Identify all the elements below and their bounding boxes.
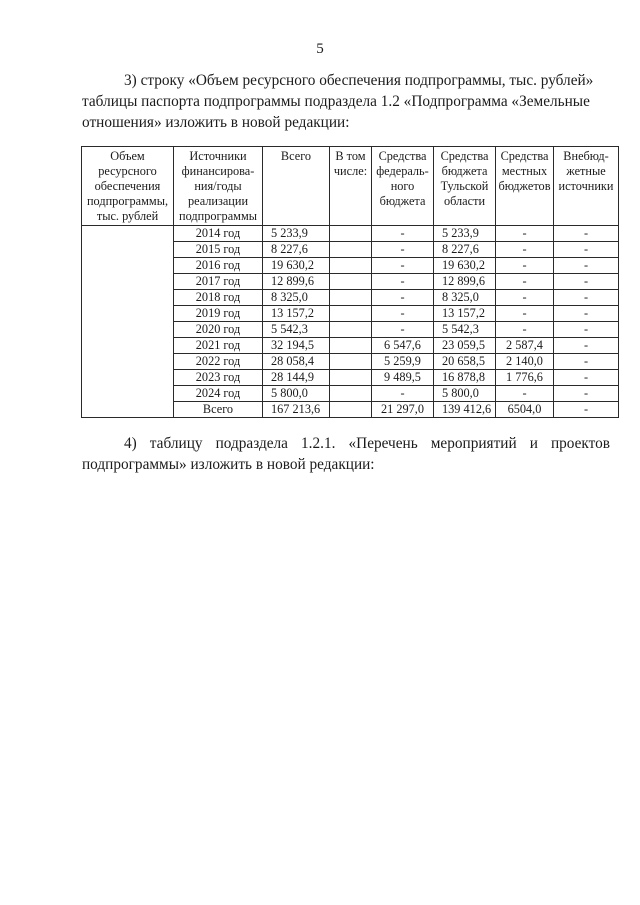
cell-federal: 6 547,6 xyxy=(372,338,434,354)
paragraph-line: таблицы паспорта подпрограммы подраздела 1.2 «Подпрограмма «Земельные xyxy=(82,93,590,110)
cell-local: 2 140,0 xyxy=(496,354,554,370)
cell-year: Всего xyxy=(174,402,263,418)
cell-regional: 12 899,6 xyxy=(434,274,496,290)
cell-year: 2014 год xyxy=(174,226,263,242)
header-line: Средства xyxy=(500,149,549,163)
header-line: источники xyxy=(558,179,614,193)
cell-year: 2015 год xyxy=(174,242,263,258)
cell-regional: 19 630,2 xyxy=(434,258,496,274)
header-line: местных xyxy=(501,164,548,178)
table-row xyxy=(82,226,619,242)
cell-extrabudgetary: - xyxy=(554,306,619,322)
cell-including xyxy=(330,258,372,274)
cell-total: 167 213,6 xyxy=(263,402,330,418)
cell-regional: 23 059,5 xyxy=(434,338,496,354)
paragraph-line: 3) строку «Объем ресурсного обеспечения подпрограммы, тыс. рублей» xyxy=(124,72,594,89)
header-line: подпрограммы, xyxy=(86,194,169,208)
cell-local: - xyxy=(496,226,554,242)
header-line: бюджета xyxy=(379,194,426,208)
header-line: федераль- xyxy=(376,164,429,178)
cell-local: 1 776,6 xyxy=(496,370,554,386)
header-line: области xyxy=(443,194,486,208)
cell-including xyxy=(330,386,372,402)
cell-local: - xyxy=(496,242,554,258)
cell-year: 2019 год xyxy=(174,306,263,322)
cell-including xyxy=(330,306,372,322)
cell-regional: 8 325,0 xyxy=(434,290,496,306)
page-number: 5 xyxy=(316,41,324,57)
paragraph-line: отношения» изложить в новой редакции: xyxy=(82,114,350,131)
cell-year: 2022 год xyxy=(174,354,263,370)
header-line: бюджетов xyxy=(498,179,551,193)
cell-federal: 5 259,9 xyxy=(372,354,434,370)
cell-including xyxy=(330,226,372,242)
cell-year: 2024 год xyxy=(174,386,263,402)
cell-total: 28 058,4 xyxy=(263,354,330,370)
cell-extrabudgetary: - xyxy=(554,226,619,242)
cell-regional: 139 412,6 xyxy=(434,402,496,418)
paragraph-amendment-4 xyxy=(82,433,610,475)
cell-extrabudgetary: - xyxy=(554,386,619,402)
cell-total: 8 325,0 xyxy=(263,290,330,306)
header-line: ресурсного xyxy=(98,164,157,178)
header-line: Средства xyxy=(378,149,427,163)
cell-regional: 5 800,0 xyxy=(434,386,496,402)
cell-including xyxy=(330,354,372,370)
cell-local: - xyxy=(496,306,554,322)
cell-including xyxy=(330,274,372,290)
cell-regional: 16 878,8 xyxy=(434,370,496,386)
header-line: жетные xyxy=(566,164,606,178)
cell-year: 2016 год xyxy=(174,258,263,274)
header-line: ного xyxy=(390,179,415,193)
header-federal-budget xyxy=(372,147,434,226)
cell-regional: 8 227,6 xyxy=(434,242,496,258)
header-line: Средства xyxy=(440,149,489,163)
header-line: Внебюд- xyxy=(563,149,609,163)
cell-local: - xyxy=(496,386,554,402)
cell-local: 6504,0 xyxy=(496,402,554,418)
cell-federal: - xyxy=(372,258,434,274)
paragraph-line: подпрограммы» изложить в новой редакции: xyxy=(82,456,375,473)
cell-extrabudgetary: - xyxy=(554,402,619,418)
header-sources xyxy=(174,147,263,226)
header-local-budgets xyxy=(496,147,554,226)
cell-federal: - xyxy=(372,226,434,242)
resource-table xyxy=(81,146,619,418)
cell-year: 2023 год xyxy=(174,370,263,386)
cell-local: - xyxy=(496,322,554,338)
cell-federal: - xyxy=(372,274,434,290)
cell-total: 8 227,6 xyxy=(263,242,330,258)
cell-federal: - xyxy=(372,290,434,306)
cell-extrabudgetary: - xyxy=(554,322,619,338)
cell-extrabudgetary: - xyxy=(554,242,619,258)
header-line: числе: xyxy=(333,164,368,178)
header-line: подпрограммы xyxy=(179,209,257,223)
cell-regional: 5 233,9 xyxy=(434,226,496,242)
header-line: В том xyxy=(335,149,366,163)
cell-local: - xyxy=(496,258,554,274)
cell-including xyxy=(330,242,372,258)
header-line: Всего xyxy=(280,149,312,163)
header-line: реализации xyxy=(187,194,249,208)
cell-federal: 21 297,0 xyxy=(372,402,434,418)
header-line: бюджета xyxy=(441,164,488,178)
cell-including xyxy=(330,290,372,306)
cell-regional: 13 157,2 xyxy=(434,306,496,322)
table-header-row xyxy=(82,147,619,226)
header-line: ния/годы xyxy=(194,179,242,193)
header-line: обеспечения xyxy=(94,179,161,193)
cell-extrabudgetary: - xyxy=(554,274,619,290)
cell-total: 13 157,2 xyxy=(263,306,330,322)
cell-total: 5 800,0 xyxy=(263,386,330,402)
cell-local: 2 587,4 xyxy=(496,338,554,354)
cell-including xyxy=(330,322,372,338)
cell-federal: 9 489,5 xyxy=(372,370,434,386)
cell-total: 32 194,5 xyxy=(263,338,330,354)
cell-year: 2020 год xyxy=(174,322,263,338)
cell-federal: - xyxy=(372,242,434,258)
cell-year: 2018 год xyxy=(174,290,263,306)
resource-volume-cell xyxy=(82,226,174,418)
header-resource-volume xyxy=(82,147,174,226)
cell-federal: - xyxy=(372,386,434,402)
cell-total: 5 542,3 xyxy=(263,322,330,338)
cell-federal: - xyxy=(372,322,434,338)
paragraph-amendment-3 xyxy=(82,70,610,133)
header-including xyxy=(330,147,372,226)
header-line: Объем xyxy=(110,149,145,163)
header-line: Источники xyxy=(189,149,247,163)
cell-regional: 20 658,5 xyxy=(434,354,496,370)
header-line: финансирова- xyxy=(181,164,255,178)
cell-regional: 5 542,3 xyxy=(434,322,496,338)
cell-federal: - xyxy=(372,306,434,322)
paragraph-line: 4) таблицу подраздела 1.2.1. «Перечень мероприятий и проектов xyxy=(124,435,610,452)
header-line: тыс. рублей xyxy=(96,209,159,223)
header-extrabudgetary xyxy=(554,147,619,226)
cell-total: 19 630,2 xyxy=(263,258,330,274)
cell-including xyxy=(330,402,372,418)
header-regional-budget xyxy=(434,147,496,226)
cell-extrabudgetary: - xyxy=(554,338,619,354)
cell-extrabudgetary: - xyxy=(554,370,619,386)
cell-local: - xyxy=(496,274,554,290)
cell-extrabudgetary: - xyxy=(554,258,619,274)
cell-extrabudgetary: - xyxy=(554,290,619,306)
cell-including xyxy=(330,370,372,386)
cell-year: 2017 год xyxy=(174,274,263,290)
cell-including xyxy=(330,338,372,354)
cell-total: 12 899,6 xyxy=(263,274,330,290)
cell-local: - xyxy=(496,290,554,306)
cell-total: 28 144,9 xyxy=(263,370,330,386)
cell-extrabudgetary: - xyxy=(554,354,619,370)
header-line: Тульской xyxy=(440,179,489,193)
cell-year: 2021 год xyxy=(174,338,263,354)
header-total xyxy=(263,147,330,226)
cell-total: 5 233,9 xyxy=(263,226,330,242)
